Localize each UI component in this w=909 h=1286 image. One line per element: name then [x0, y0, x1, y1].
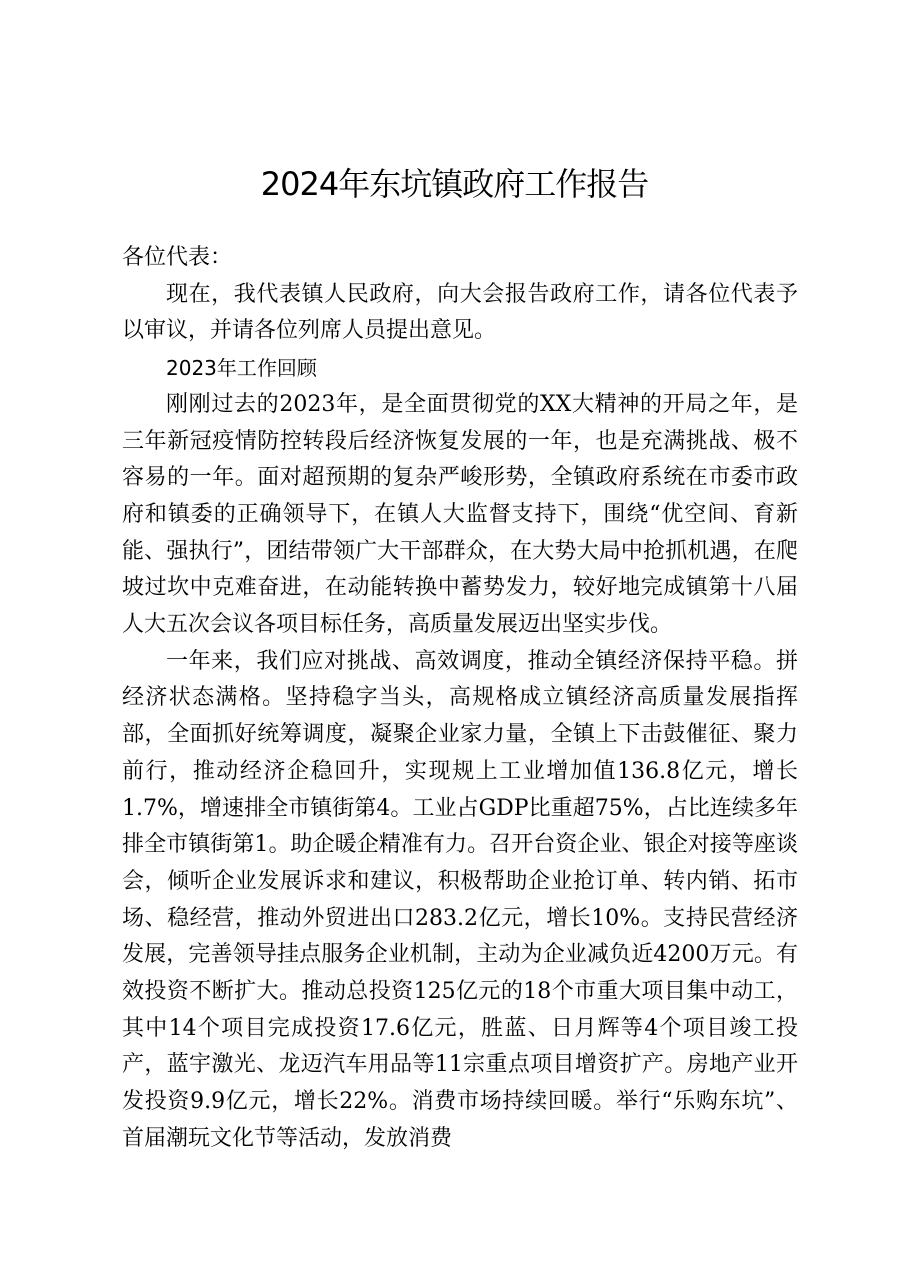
opening-paragraph: 现在，我代表镇人民政府，向大会报告政府工作，请各位代表予以审议，并请各位列席人员提出意见。 [122, 281, 798, 344]
salutation: 各位代表： [122, 245, 233, 270]
review-paragraph-2: 一年来，我们应对挑战、高效调度，推动全镇经济保持平稳。拼经济状态满格。坚持稳字当头，高规格成立镇经济高质量发展指挥部，全面抓好统筹调度，凝聚企业家力量，全镇上下击鼓催征、聚力前行，推动经济企稳回升，实现规上工业增加值136.8亿元，增长1.7%，增速排全市镇街第4。工业占GDP比重超75%，占比连续多年排全市镇街第1。助企暖企精准有力。召开台资企业、银企对接等座谈会，倾听企业发展诉求和建议，积极帮助企业抢订单、转内销、拓市场、稳经营，推动外贸进出口283.2亿元，增长10%。支持民营经济发展，完善领导挂点服务企业机制，主动为企业减负近4200万元。有效投资不断扩大。推动总投资125亿元的18个市重大项目集中动工，其中14个项目完成投资17.6亿元，胜蓝、日月辉等4个项目竣工投产，蓝宇激光、龙迈汽车用品等11宗重点项目增资扩产。房地产业开发投资9.9亿元，增长22%。消费市场持续回暖。举行“乐购东坑”、首届潮玩文化节等活动，发放消费 [122, 648, 798, 1151]
section-heading: 2023年工作回顾 [166, 356, 317, 381]
document-body [122, 240, 798, 1158]
document-title: 2024年东坑镇政府工作报告 [260, 165, 649, 203]
review-paragraph-1: 刚刚过去的2023年，是全面贯彻党的XX大精神的开局之年，是三年新冠疫情防控转段后经济恢复发展的一年，也是充满挑战、极不容易的一年。面对超预期的复杂严峻形势，全镇政府系统在市委市政府和镇委的正确领导下，在镇人大监督支持下，围绕“优空间、育新能、强执行”，团结带领广大干部群众，在大势大局中抢抓机遇，在爬坡过坎中克难奋进，在动能转换中蓄势发力，较好地完成镇第十八届人大五次会议各项目标任务，高质量发展迈出坚实步伐。 [122, 391, 798, 638]
